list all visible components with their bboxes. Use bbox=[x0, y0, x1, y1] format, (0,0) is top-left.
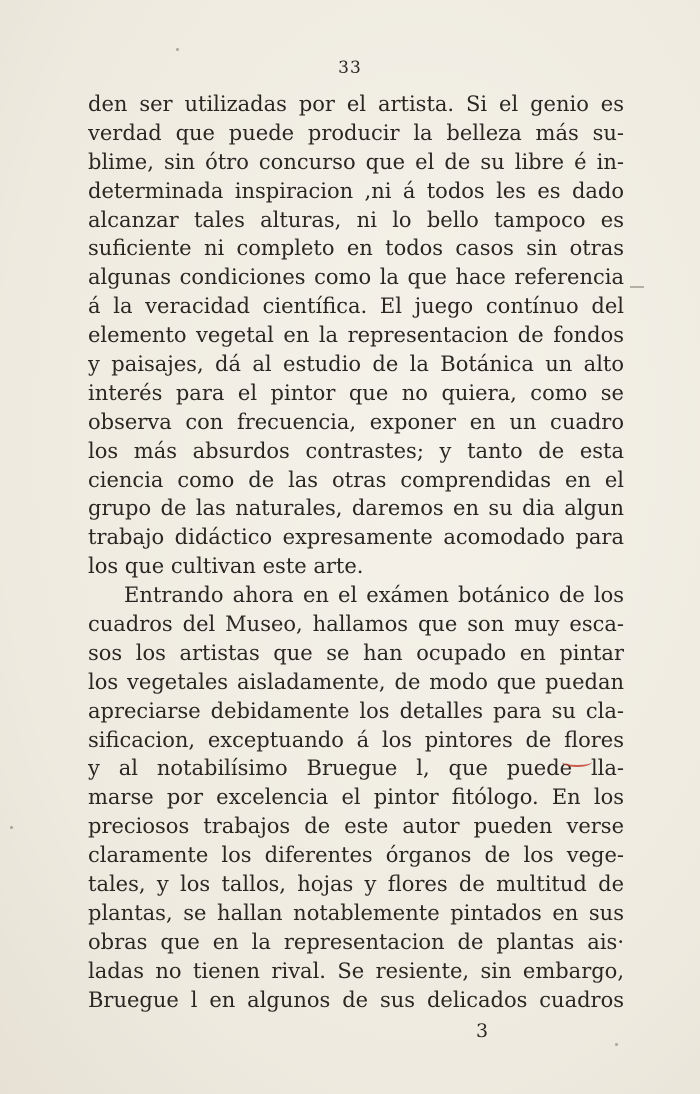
text-line: tales, y los tallos, hojas y flores de multitud de bbox=[88, 872, 624, 897]
text-line: los que cultivan este arte. bbox=[88, 554, 364, 579]
paper-speck bbox=[176, 48, 179, 51]
text-line: interés para el pintor que no quiera, como se bbox=[88, 380, 624, 405]
text-line: claramente los diferentes órganos de los vege- bbox=[88, 843, 624, 868]
page-number: 33 bbox=[338, 58, 362, 78]
text-line: verdad que puede producir la belleza más su- bbox=[88, 120, 624, 145]
text-line: y al notabilísimo Bruegue l, que puede lla- bbox=[88, 756, 624, 781]
text-line: grupo de las naturales, daremos en su dia algun bbox=[88, 496, 624, 521]
text-line: blime, sin ótro concurso que el de su libre é in- bbox=[88, 149, 624, 174]
text-line: observa con frecuencia, exponer en un cuadro bbox=[88, 409, 624, 434]
paper-speck bbox=[615, 1043, 618, 1046]
text-line: determinada inspiracion ,ni á todos les es dado bbox=[88, 178, 624, 203]
text-line: apreciarse debidamente los detalles para su cla- bbox=[88, 698, 624, 723]
text-line: trabajo didáctico expresamente acomodado para bbox=[88, 525, 624, 550]
paper-speck bbox=[10, 826, 13, 829]
text-line: obras que en la representacion de plantas ais· bbox=[88, 929, 624, 954]
text-line: ciencia como de las otras comprendidas en el bbox=[88, 467, 624, 492]
text-line: cuadros del Museo, hallamos que son muy esca- bbox=[88, 612, 624, 637]
text-line: preciosos trabajos de este autor pueden verse bbox=[88, 814, 624, 839]
text-line: marse por excelencia el pintor fitólogo. En los bbox=[88, 785, 624, 810]
text-line: Bruegue l en algunos de sus delicados cuadros bbox=[88, 987, 624, 1012]
text-line: plantas, se hallan notablemente pintados en sus bbox=[88, 900, 624, 925]
text-line: los más absurdos contrastes; y tanto de esta bbox=[88, 438, 624, 463]
text-line: alcanzar tales alturas, ni lo bello tampoco es bbox=[88, 207, 624, 232]
paragraph-start-line: Entrando ahora en el exámen botánico de los bbox=[124, 583, 624, 608]
text-line: los vegetales aisladamente, de modo que puedan bbox=[88, 669, 624, 694]
text-line: den ser utilizadas por el artista. Si el genio es bbox=[88, 92, 624, 116]
signature-mark: 3 bbox=[476, 1020, 489, 1042]
text-line: elemento vegetal en la representacion de fondos bbox=[88, 323, 624, 348]
text-line: sos los artistas que se han ocupado en pintar bbox=[88, 640, 624, 665]
body-text bbox=[88, 90, 624, 1015]
text-line: sificacion, exceptuando á los pintores de flores bbox=[88, 727, 624, 752]
text-line: y paisajes, dá al estudio de la Botánica un alto bbox=[88, 352, 624, 377]
text-line: á la veracidad científica. El juego contínuo del bbox=[88, 294, 624, 319]
red-pencil-underline bbox=[562, 757, 592, 767]
text-line: suficiente ni completo en todos casos sin otras bbox=[88, 236, 624, 261]
text-line: algunas condiciones como la que hace referencia bbox=[88, 265, 624, 290]
text-line: ladas no tienen rival. Se resiente, sin embargo, bbox=[88, 958, 624, 983]
margin-mark bbox=[630, 286, 644, 288]
